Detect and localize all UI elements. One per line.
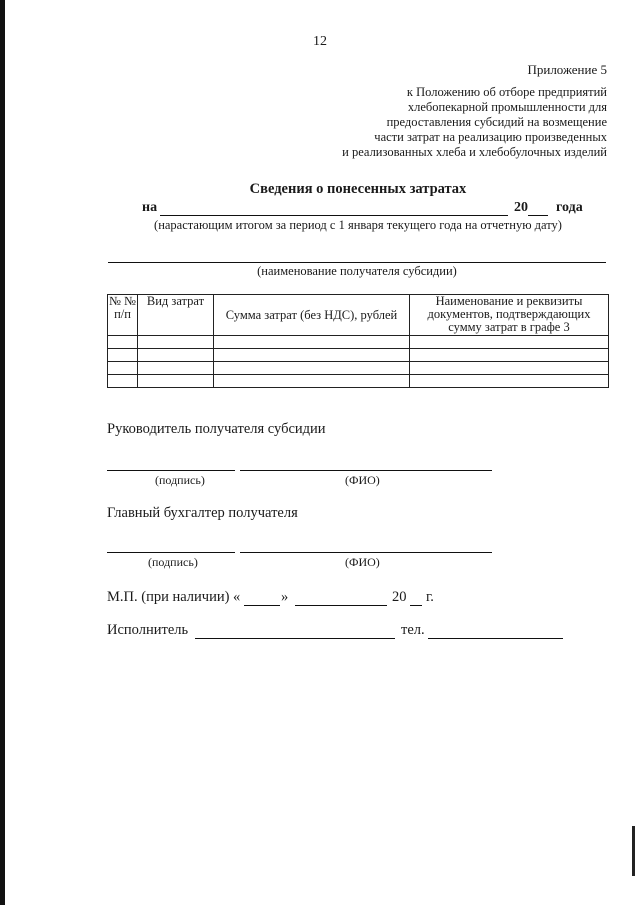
accountant-name-line[interactable]: [240, 552, 492, 553]
table-cell[interactable]: [138, 349, 214, 362]
head-name-caption: (ФИО): [345, 473, 380, 487]
table-cell[interactable]: [108, 336, 138, 349]
executor-label: Исполнитель: [107, 622, 189, 638]
stamp-year-blank[interactable]: [410, 605, 422, 606]
appendix-label: Приложение 5: [527, 62, 607, 77]
executor-phone-label: тел.: [401, 622, 425, 638]
table-cell[interactable]: [214, 375, 410, 388]
date-blank-line: [160, 215, 508, 216]
accountant-signature-caption: (подпись): [148, 555, 198, 569]
date-year-prefix: 20: [514, 200, 528, 215]
table-cell[interactable]: [214, 362, 410, 375]
column-header-cost-amount: Сумма затрат (без НДС), рублей: [214, 295, 410, 336]
appendix-line: предоставления субсидий на возмещение: [386, 115, 607, 129]
table-cell[interactable]: [108, 349, 138, 362]
recipient-caption: (наименование получателя субсидии): [257, 264, 457, 278]
table-row: [108, 349, 609, 362]
table-row: [108, 362, 609, 375]
accountant-name-caption: (ФИО): [345, 555, 380, 569]
head-name-line[interactable]: [240, 470, 492, 471]
stamp-day-blank[interactable]: [244, 605, 280, 606]
head-signature-caption: (подпись): [155, 473, 205, 487]
date-prefix: на: [142, 200, 158, 215]
appendix-line: и реализованных хлеба и хлебобулочных изделий: [342, 145, 607, 159]
accountant-signature-title: Главный бухгалтер получателя: [107, 505, 298, 521]
stamp-label: М.П. (при наличии) «: [107, 589, 241, 605]
table-header-row: [108, 295, 609, 336]
date-suffix: года: [556, 200, 583, 215]
column-header-number: № № п/п: [108, 295, 138, 336]
scan-left-edge: [0, 0, 5, 905]
stamp-year-prefix: 20: [392, 589, 407, 605]
page-number: 12: [313, 34, 327, 49]
executor-name-blank[interactable]: [195, 638, 395, 639]
date-note: (нарастающим итогом за период с 1 января текущего года на отчетную дату): [154, 218, 562, 232]
appendix-line: к Положению об отборе предприятий: [406, 85, 607, 99]
column-header-documents: Наименование и реквизиты документов, подтверждающих сумму затрат в графе 3: [410, 295, 609, 336]
head-signature-line[interactable]: [107, 470, 235, 471]
table-cell[interactable]: [108, 362, 138, 375]
table-cell[interactable]: [214, 336, 410, 349]
stamp-year-suffix: г.: [426, 589, 434, 605]
appendix-reference: [267, 85, 607, 160]
executor-phone-blank[interactable]: [428, 638, 563, 639]
appendix-line: хлебопекарной промышленности для: [407, 100, 607, 114]
table-cell[interactable]: [410, 336, 609, 349]
table-cell[interactable]: [410, 349, 609, 362]
table-cell[interactable]: [410, 375, 609, 388]
table-cell[interactable]: [138, 375, 214, 388]
table-cell[interactable]: [410, 362, 609, 375]
document-title: Сведения о понесенных затратах: [249, 181, 467, 197]
stamp-quote-close: »: [281, 589, 289, 605]
head-signature-title: Руководитель получателя субсидии: [107, 421, 326, 437]
recipient-blank-line: [108, 262, 606, 263]
table-row: [108, 336, 609, 349]
column-header-cost-type: Вид затрат: [138, 295, 214, 336]
appendix-line: части затрат на реализацию произведенных: [374, 130, 607, 144]
table-row: [108, 375, 609, 388]
scan-artifact-mark: [632, 826, 635, 876]
stamp-month-blank[interactable]: [295, 605, 387, 606]
costs-table: [107, 294, 609, 388]
date-year-blank: [528, 215, 548, 216]
table-cell[interactable]: [108, 375, 138, 388]
table-cell[interactable]: [214, 349, 410, 362]
table-cell[interactable]: [138, 336, 214, 349]
table-cell[interactable]: [138, 362, 214, 375]
accountant-signature-line[interactable]: [107, 552, 235, 553]
